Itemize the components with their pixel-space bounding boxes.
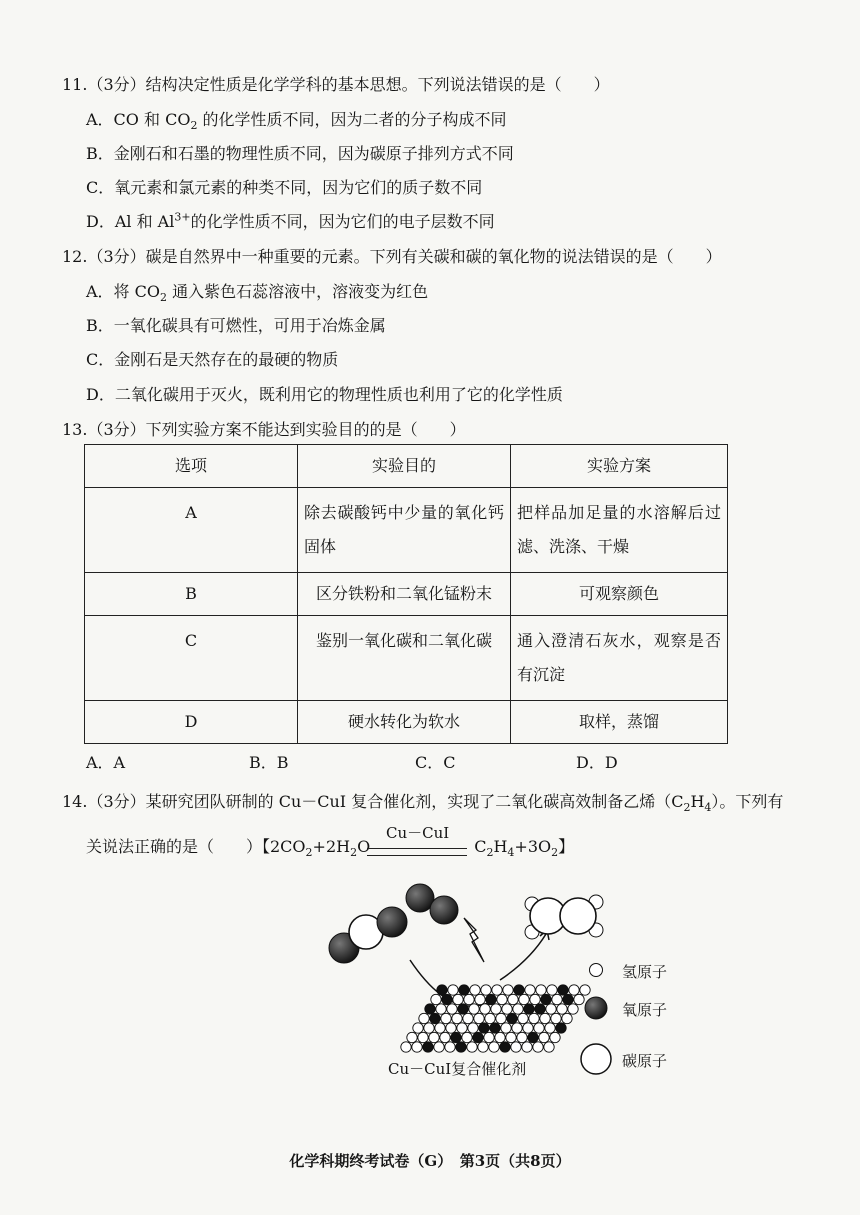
lattice-atom xyxy=(545,1023,555,1033)
q13-stem: 13.（3分）下列实验方案不能达到实验目的的是（ ） xyxy=(62,420,466,439)
table-row xyxy=(85,488,728,573)
lattice-atom xyxy=(423,1042,433,1052)
lattice-atom xyxy=(412,1042,422,1052)
lattice-atom xyxy=(453,994,463,1004)
product-arrow-icon xyxy=(500,934,546,980)
lattice-atom xyxy=(463,1013,473,1023)
q12-option-c: C．金刚石是天然存在的最硬的物质 xyxy=(86,350,339,369)
lattice-atom xyxy=(462,1032,472,1042)
lattice-atom xyxy=(495,1032,505,1042)
lattice-atom xyxy=(447,1004,457,1014)
lattice-atom xyxy=(502,1004,512,1014)
lattice-atom xyxy=(441,1013,451,1023)
table-header: 实验方案 xyxy=(511,445,728,488)
lattice-atom xyxy=(511,1042,521,1052)
q11-option-b: B．金刚石和石墨的物理性质不同，因为碳原子排列方式不同 xyxy=(86,144,514,163)
lattice-atom xyxy=(544,1042,554,1052)
lattice-atom xyxy=(557,1004,567,1014)
lattice-atom xyxy=(437,985,447,995)
energy-icon xyxy=(464,918,484,962)
legend-hydrogen-label: 氢原子 xyxy=(622,963,668,981)
lattice-atom xyxy=(518,1013,528,1023)
lattice-atom xyxy=(464,994,474,1004)
lattice-atom xyxy=(535,1004,545,1014)
q11-option-c: C．氧元素和氯元素的种类不同，因为它们的质子数不同 xyxy=(86,178,483,197)
lattice-atom xyxy=(445,1042,455,1052)
lattice-atom xyxy=(556,1023,566,1033)
lattice-atom xyxy=(467,1042,477,1052)
lattice-atom xyxy=(547,985,557,995)
lattice-atom xyxy=(491,1004,501,1014)
table-header: 实验目的 xyxy=(298,445,511,488)
lattice-atom xyxy=(540,1013,550,1023)
lattice-atom xyxy=(534,1023,544,1033)
q13-option-d: D．D xyxy=(576,753,618,772)
experiment-table xyxy=(84,444,728,744)
lattice-atom xyxy=(530,994,540,1004)
lattice-atom xyxy=(551,1013,561,1023)
lattice-atom xyxy=(533,1042,543,1052)
legend-oxygen-label: 氧原子 xyxy=(622,1001,668,1019)
lattice-atom xyxy=(519,994,529,1004)
lattice-atom xyxy=(484,1032,494,1042)
lattice-atom xyxy=(524,1004,534,1014)
table-row xyxy=(85,616,728,701)
lattice-atom xyxy=(501,1023,511,1033)
table-row xyxy=(85,573,728,616)
lattice-atom xyxy=(459,985,469,995)
lattice-atom xyxy=(514,985,524,995)
q13-option-c: C．C xyxy=(415,753,456,772)
equation-double-line xyxy=(367,848,467,856)
lattice-atom xyxy=(440,1032,450,1042)
lattice-atom xyxy=(522,1042,532,1052)
q14-equation-line: 关说法正确的是（ ）【$2CO_2+2H_2O$ $C_2H_4+3O_2$】 xyxy=(86,837,575,860)
lattice-atom xyxy=(492,985,502,995)
q14-stem: 14.（3分）某研究团队研制的 Cu－CuI 复合催化剂，实现了二氧化碳高效制备乙烯$(C_2H_4)$。下列有 xyxy=(62,792,784,815)
lattice-atom xyxy=(512,1023,522,1033)
equation-catalyst-label: Cu－CuI xyxy=(386,824,450,842)
lattice-atom xyxy=(456,1042,466,1052)
hydrogen-atom-icon xyxy=(590,964,603,977)
lattice-atom xyxy=(500,1042,510,1052)
table-row xyxy=(85,701,728,744)
lattice-atom xyxy=(468,1023,478,1033)
q12-option-d: D．二氧化碳用于灭火，既利用它的物理性质也利用了它的化学性质 xyxy=(86,385,563,404)
table-cell: A xyxy=(85,488,298,573)
legend xyxy=(581,964,611,1075)
lattice-atom xyxy=(418,1032,428,1042)
lattice-atom xyxy=(569,985,579,995)
table-cell: 区分铁粉和二氧化锰粉末 xyxy=(298,573,511,616)
oxygen-atom-icon xyxy=(585,997,607,1019)
lattice-atom xyxy=(523,1023,533,1033)
page-footer: 化学科期终考试卷（G） 第3页（共8页） xyxy=(289,1152,571,1170)
table-header-row xyxy=(85,445,728,488)
table-cell: B xyxy=(85,573,298,616)
lattice-atom xyxy=(485,1013,495,1023)
table-cell: C xyxy=(85,616,298,701)
lattice-atom xyxy=(401,1042,411,1052)
table-cell: 可观察颜色 xyxy=(511,573,728,616)
lattice-atom xyxy=(474,1013,484,1023)
lattice-atom xyxy=(431,994,441,1004)
lattice-atom xyxy=(536,985,546,995)
lattice-atom xyxy=(574,994,584,1004)
lattice-atom xyxy=(469,1004,479,1014)
lattice-atom xyxy=(419,1013,429,1023)
legend-carbon-label: 碳原子 xyxy=(622,1052,668,1070)
co2-molecule-icon xyxy=(329,907,407,963)
lattice-atom xyxy=(489,1042,499,1052)
lattice-atom xyxy=(529,1013,539,1023)
lattice-atom xyxy=(546,1004,556,1014)
ethylene-molecule-icon xyxy=(525,895,603,939)
lattice-atom xyxy=(452,1013,462,1023)
lattice-atom xyxy=(496,1013,506,1023)
lattice-atom xyxy=(479,1023,489,1033)
lattice-atom xyxy=(407,1032,417,1042)
co2-molecule-icon xyxy=(406,884,458,924)
table-cell: 鉴别一氧化碳和二氧化碳 xyxy=(298,616,511,701)
lattice-atom xyxy=(442,994,452,1004)
lattice-atom xyxy=(490,1023,500,1033)
table-cell: 硬水转化为软水 xyxy=(298,701,511,744)
lattice-atom xyxy=(552,994,562,1004)
lattice-atom xyxy=(436,1004,446,1014)
q12-option-b: B．一氧化碳具有可燃性，可用于冶炼金属 xyxy=(86,316,386,335)
lattice-atom xyxy=(451,1032,461,1042)
lattice-atom xyxy=(517,1032,527,1042)
q11-option-d: D．Al 和 $Al^{3+}$的化学性质不同，因为它们的电子层数不同 xyxy=(86,210,495,231)
lattice-atom xyxy=(478,1042,488,1052)
lattice-atom xyxy=(506,1032,516,1042)
lattice-atom xyxy=(435,1023,445,1033)
lattice-atom xyxy=(481,985,491,995)
lattice-atom xyxy=(458,1004,468,1014)
lattice-atom xyxy=(486,994,496,1004)
lattice-atom xyxy=(430,1013,440,1023)
lattice-atom xyxy=(413,1023,423,1033)
lattice-atom xyxy=(508,994,518,1004)
q12-stem: 12.（3分）碳是自然界中一种重要的元素。下列有关碳和碳的氧化物的说法错误的是（ ） xyxy=(62,247,722,266)
lattice-atom xyxy=(424,1023,434,1033)
q13-option-b: B．B xyxy=(249,753,289,772)
lattice-atom xyxy=(507,1013,517,1023)
q11-stem: 11.（3分）结构决定性质是化学学科的基本思想。下列说法错误的是（ ） xyxy=(62,75,610,94)
lattice-atom xyxy=(503,985,513,995)
q12-option-a: A．将 $CO_2$ 通入紫色石蕊溶液中，溶液变为红色 xyxy=(86,282,429,305)
table-cell: 取样，蒸馏 xyxy=(511,701,728,744)
lattice-atom xyxy=(446,1023,456,1033)
catalyst-caption: Cu－CuI复合催化剂 xyxy=(388,1060,527,1078)
lattice-atom xyxy=(525,985,535,995)
lattice-atom xyxy=(563,994,573,1004)
lattice-atom xyxy=(513,1004,523,1014)
q11-option-a: A．CO 和 $CO_2$ 的化学性质不同，因为二者的分子构成不同 xyxy=(86,110,507,133)
lattice-atom xyxy=(429,1032,439,1042)
catalyst-lattice xyxy=(401,985,590,1052)
lattice-atom xyxy=(473,1032,483,1042)
table-cell: 把样品加足量的水溶解后过滤、洗涤、干燥 xyxy=(511,488,728,573)
lattice-atom xyxy=(550,1032,560,1042)
table-header: 选项 xyxy=(85,445,298,488)
lattice-atom xyxy=(425,1004,435,1014)
lattice-atom xyxy=(539,1032,549,1042)
lattice-atom xyxy=(541,994,551,1004)
q13-option-a: A．A xyxy=(86,753,126,772)
lattice-atom xyxy=(448,985,458,995)
lattice-atom xyxy=(457,1023,467,1033)
table-cell: 除去碳酸钙中少量的氧化钙固体 xyxy=(298,488,511,573)
lattice-atom xyxy=(497,994,507,1004)
lattice-atom xyxy=(480,1004,490,1014)
lattice-atom xyxy=(562,1013,572,1023)
carbon-atom-icon xyxy=(581,1044,611,1074)
lattice-atom xyxy=(580,985,590,995)
lattice-atom xyxy=(470,985,480,995)
lattice-atom xyxy=(558,985,568,995)
lattice-atom xyxy=(528,1032,538,1042)
table-cell: D xyxy=(85,701,298,744)
lattice-atom xyxy=(434,1042,444,1052)
table-cell: 通入澄清石灰水，观察是否有沉淀 xyxy=(511,616,728,701)
lattice-atom xyxy=(475,994,485,1004)
lattice-atom xyxy=(568,1004,578,1014)
